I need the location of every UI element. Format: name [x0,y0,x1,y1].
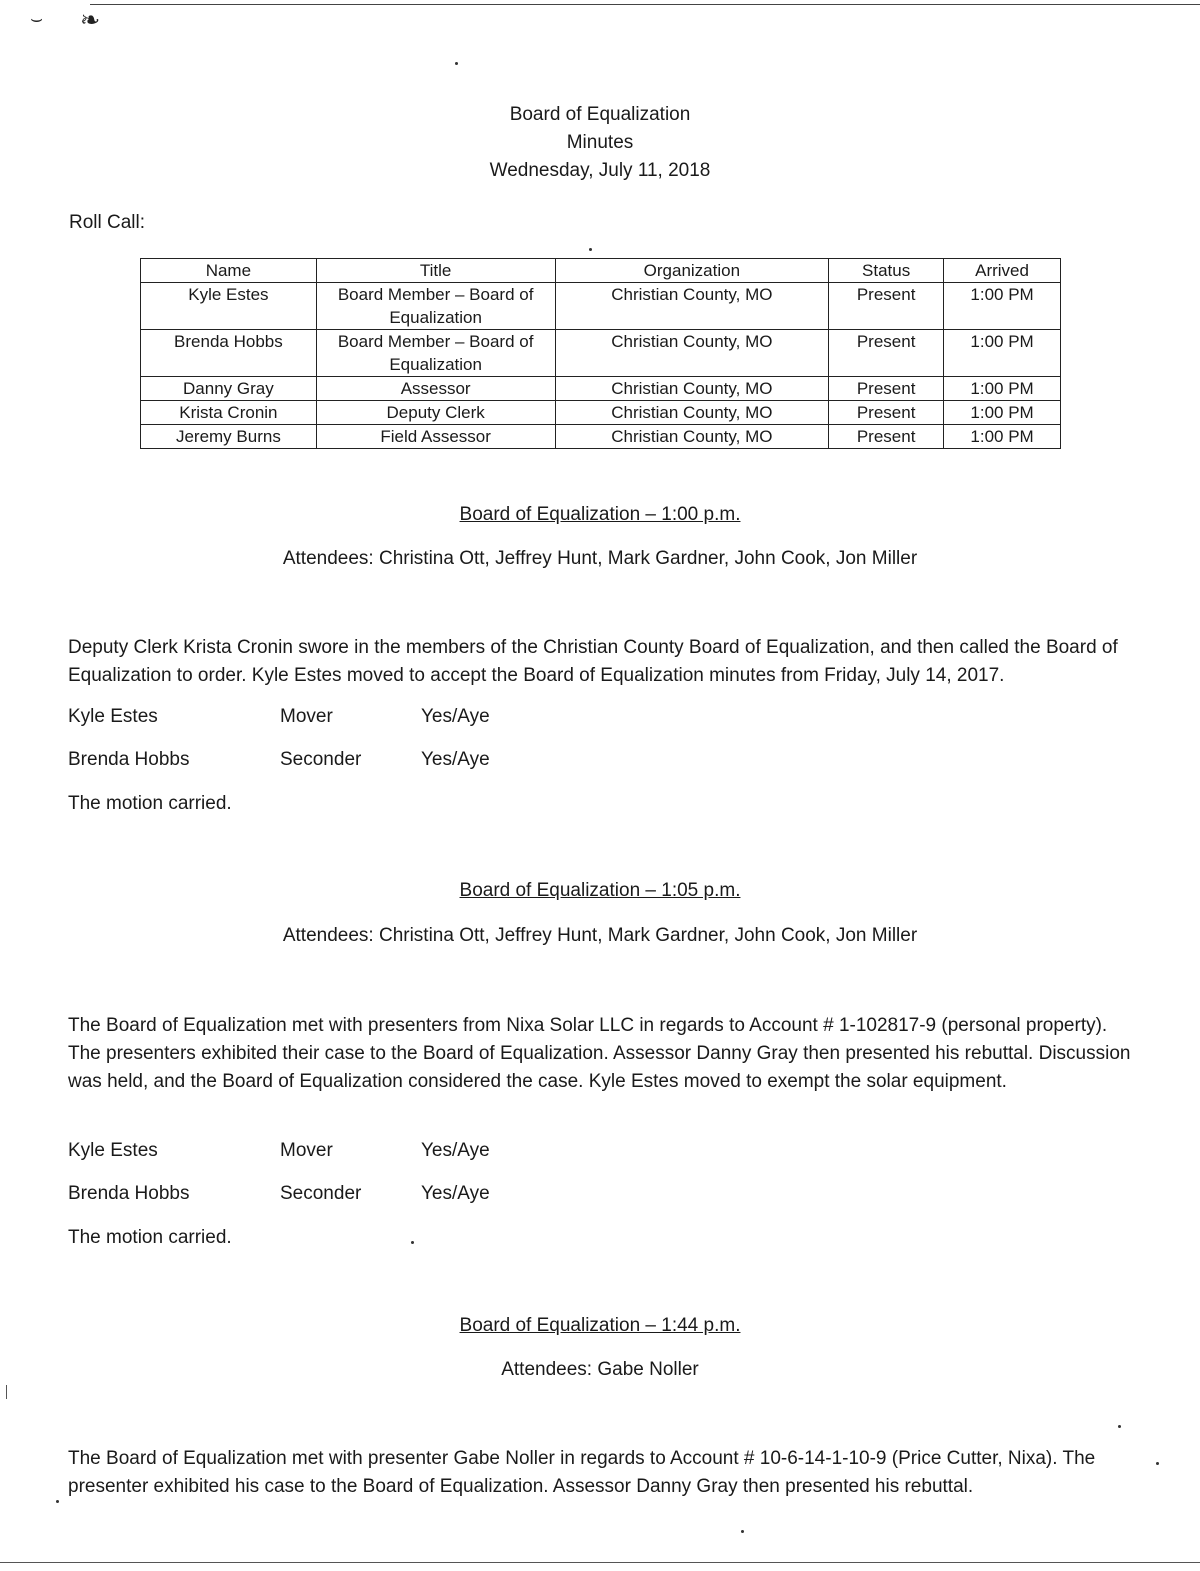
document-subtitle: Minutes [566,132,634,153]
cell-title: Board Member – Board of Equalization [316,330,555,377]
cell-title: Field Assessor [316,425,555,449]
scan-speck [455,62,458,65]
cell-organization: Christian County, MO [555,377,829,401]
column-header: Organization [555,259,829,283]
column-header: Status [829,259,944,283]
table-row [141,330,1061,377]
scan-mark-left: ⌣ [30,8,44,30]
cell-arrived: 1:00 PM [944,425,1061,449]
cell-status: Present [829,330,944,377]
column-header: Name [141,259,317,283]
cell-organization: Christian County, MO [555,425,829,449]
scan-speck [56,1500,59,1503]
table-row [141,401,1061,425]
meeting-date: Wednesday, July 11, 2018 [489,160,711,181]
cell-arrived: 1:00 PM [944,330,1061,377]
roll-call-table [140,258,1061,449]
minutes-paragraph: The Board of Equalization met with presenters from Nixa Solar LLC in regards to Account # 1-102817-9 (personal property). The presenters exhibited their case to the Board of Equalization. Assessor Danny Gray then presented his rebuttal. Discussion was held, and the Board of Equalization considered the case. Kyle Estes moved to exempt the solar equipment. [68,1015,1131,1092]
cell-title: Board Member – Board of Equalization [316,283,555,330]
section-heading: Board of Equalization – 1:44 p.m. [459,1315,741,1336]
vote-member: Brenda Hobbs [68,749,190,770]
attendees: Attendees: Gabe Noller [501,1359,699,1380]
cell-organization: Christian County, MO [555,330,829,377]
roll-call-label: Roll Call: [69,212,146,233]
table-row [141,283,1061,330]
vote-result: Yes/Aye [421,706,490,727]
scan-tick [6,1385,7,1399]
scan-speck [741,1530,744,1533]
scan-speck [1156,1462,1159,1465]
section-heading: Board of Equalization – 1:05 p.m. [459,880,741,901]
cell-name: Danny Gray [141,377,317,401]
cell-title: Deputy Clerk [316,401,555,425]
vote-result: Yes/Aye [421,1140,490,1161]
vote-role: Seconder [280,749,362,770]
table-row [141,377,1061,401]
scan-mark-squiggle: ❧ [80,7,101,34]
vote-result: Yes/Aye [421,1183,490,1204]
cell-organization: Christian County, MO [555,401,829,425]
attendees: Attendees: Christina Ott, Jeffrey Hunt, Mark Gardner, John Cook, Jon Miller [282,925,918,946]
cell-status: Present [829,425,944,449]
cell-status: Present [829,401,944,425]
vote-role: Mover [280,706,333,727]
vote-member: Brenda Hobbs [68,1183,190,1204]
vote-result: Yes/Aye [421,749,490,770]
cell-status: Present [829,283,944,330]
minutes-paragraph: Deputy Clerk Krista Cronin swore in the members of the Christian County Board of Equalization, and then called the Board of Equalization to order. Kyle Estes moved to accept the Board of Equalization minutes from Friday, July 14, 2017. [68,637,1118,686]
cell-name: Brenda Hobbs [141,330,317,377]
cell-name: Krista Cronin [141,401,317,425]
cell-arrived: 1:00 PM [944,377,1061,401]
vote-member: Kyle Estes [68,706,158,727]
cell-status: Present [829,377,944,401]
scan-speck [411,1241,414,1244]
vote-role: Mover [280,1140,333,1161]
table-row [141,425,1061,449]
column-header: Arrived [944,259,1061,283]
attendees: Attendees: Christina Ott, Jeffrey Hunt, Mark Gardner, John Cook, Jon Miller [282,548,918,569]
cell-arrived: 1:00 PM [944,283,1061,330]
section-heading: Board of Equalization – 1:00 p.m. [459,504,741,525]
vote-member: Kyle Estes [68,1140,158,1161]
motion-result: The motion carried. [68,1227,232,1248]
minutes-paragraph: The Board of Equalization met with presenter Gabe Noller in regards to Account # 10-6-14-1-10-9 (Price Cutter, Nixa). The presenter exhibited his case to the Board of Equalization. Assessor Danny Gray then presented his rebuttal. [68,1448,1096,1497]
cell-organization: Christian County, MO [555,283,829,330]
table-header-row [141,259,1061,283]
cell-title: Assessor [316,377,555,401]
document-title: Board of Equalization [509,104,691,125]
cell-name: Jeremy Burns [141,425,317,449]
cell-arrived: 1:00 PM [944,401,1061,425]
scan-bottom-rule [0,1562,1200,1563]
scan-speck [1118,1425,1121,1428]
scan-top-rule [90,4,1200,5]
column-header: Title [316,259,555,283]
vote-role: Seconder [280,1183,362,1204]
cell-name: Kyle Estes [141,283,317,330]
scan-speck [589,248,592,251]
motion-result: The motion carried. [68,793,232,814]
